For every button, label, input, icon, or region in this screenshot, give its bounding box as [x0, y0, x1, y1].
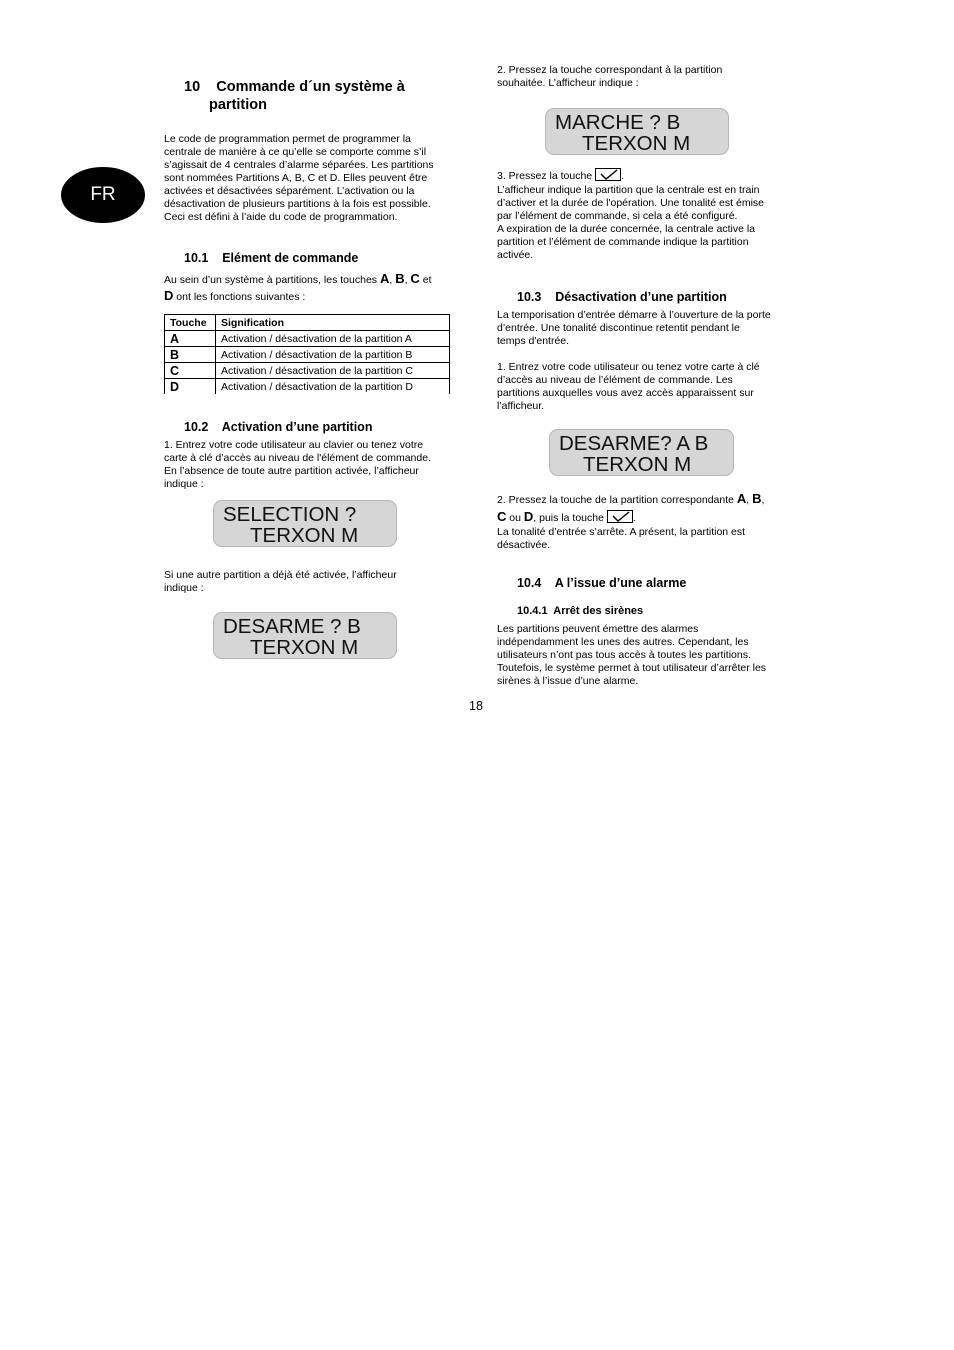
subsection-title-10-4: 10.4 A l’issue d’une alarme	[517, 576, 687, 590]
lcd-display-selection: SELECTION ? TERXON M	[213, 500, 397, 547]
lcd-display-marche-b: MARCHE ? B TERXON M	[545, 108, 729, 155]
deactivation-step2: 2. Pressez la touche de la partition correspondante A, B, C ou D, puis la touche . La tonalité d’entrée s’arrête. A présent, la partition est désactivée.	[497, 491, 765, 551]
language-tab: FR	[61, 167, 145, 223]
deactivation-step1: 1. Entrez votre code utilisateur ou tenez votre carte à clé d’accès au niveau de l’élément de commande. Les partitions auxquelles vous avez accès apparaissent sur l’afficheur.	[497, 361, 760, 412]
table-row: B Activation / désactivation de la partition B	[165, 347, 450, 363]
other-partition-note: Si une autre partition a déjà été activée, l’afficheur indique :	[164, 569, 397, 594]
subsection-title-10-4-1: 10.4.1 Arrêt des sirènes	[517, 605, 644, 617]
table-row: D Activation / désactivation de la partition D	[165, 379, 450, 395]
keys-description: Au sein d’un système à partitions, les touches A, B, C et D ont les fonctions suivantes :	[164, 271, 432, 303]
lcd-display-desarme-ab: DESARME? A B TERXON M	[549, 429, 734, 476]
subsection-title-10-1: 10.1 Elément de commande	[184, 251, 359, 265]
step2-text: 2. Pressez la touche correspondant à la partition souhaitée. L’afficheur indique :	[497, 64, 723, 89]
deactivation-intro: La temporisation d’entrée démarre à l’ouverture de la porte d’entrée. Une tonalité discontinue retentit pendant le temps d'entrée.	[497, 309, 771, 347]
table-header: Touche Signification	[165, 315, 450, 331]
step3-text: 3. Pressez la touche . L’afficheur indique la partition que la centrale est en train d’activer et la durée de l'opération. Une tonalité est émise par l’élément de commande, si cela a été configuré. A expiration de la durée concernée, la centrale active la partition et l’élément de commande indique la partition activée.	[497, 170, 764, 261]
key-function-table	[164, 314, 450, 394]
subsection-title-10-3: 10.3 Désactivation d’une partition	[517, 290, 727, 304]
page-number: 18	[469, 699, 483, 713]
siren-stop-text: Les partitions peuvent émettre des alarmes indépendamment les unes des autres. Cependant, les utilisateurs n’ont pas tous accès à toutes les partitions. Toutefois, le système permet à tout utilisateur d’arrêter les sirènes à l’issue d’une alarme.	[497, 623, 767, 687]
table-row: C Activation / désactivation de la partition C	[165, 363, 450, 379]
activation-steps: 1. Entrez votre code utilisateur au clavier ou tenez votre carte à clé d’accès au niveau de l'élément de commande. En l’absence de toute autre partition activée, l’afficheur indique :	[164, 439, 431, 490]
checkmark-key-icon	[595, 168, 621, 181]
lcd-display-desarme-b: DESARME ? B TERXON M	[213, 612, 397, 659]
table-row: A Activation / désactivation de la partition A	[165, 331, 450, 347]
intro-paragraph: Le code de programmation permet de programmer la centrale de manière à ce qu’elle se comporte comme s’il s’agissait de 4 centrales d’alarme séparées. Les partitions sont nommées Partitions A, B, C et D. Elles peuvent être activées et désactivées séparément. L’activation ou la désactivation de plusieurs partitions à la fois est possible. Ceci est défini à l’aide du code de programmation.	[164, 133, 434, 223]
subsection-title-10-2: 10.2 Activation d’une partition	[184, 420, 373, 434]
checkmark-key-icon	[607, 510, 633, 523]
section-title: 10 Commande d´un système à partition	[184, 79, 405, 113]
